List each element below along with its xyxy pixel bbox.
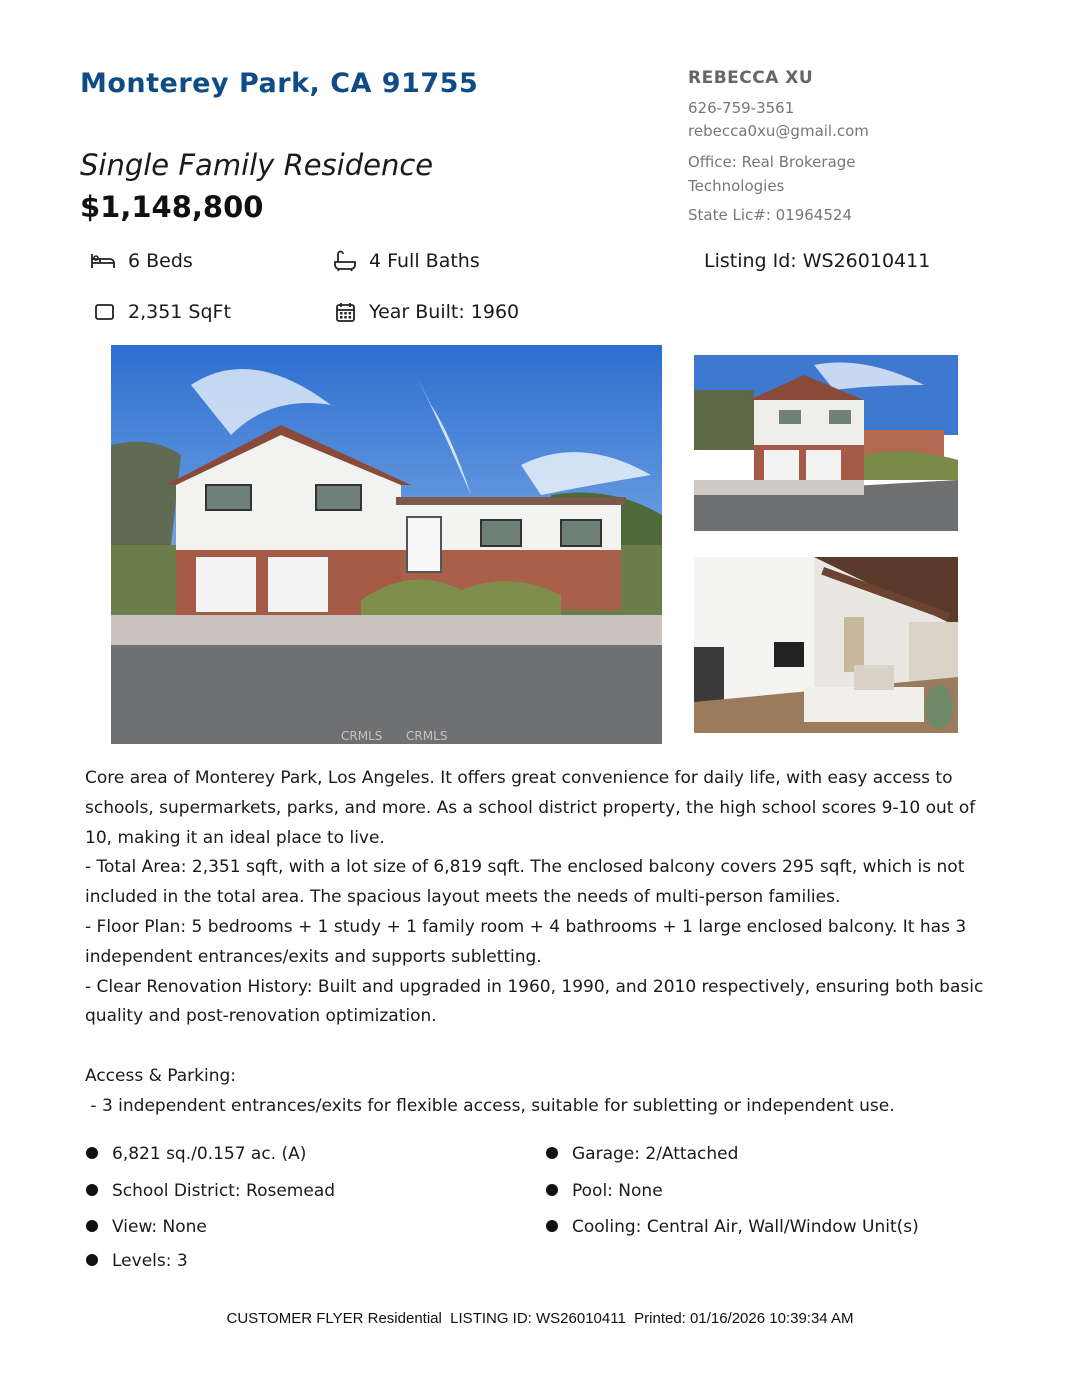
feature-garage: Garage: 2/Attached <box>546 1144 738 1164</box>
agent-phone: 626-759-3561 <box>688 99 795 117</box>
listing-price: $1,148,800 <box>80 190 264 224</box>
beds-fact <box>90 250 193 272</box>
watermark-main-2: CRMLS <box>406 729 448 743</box>
agent-name: REBECCA XU <box>688 68 814 88</box>
sqft-fact <box>94 301 231 323</box>
description-renovation: - Clear Renovation History: Built and upgraded in 1960, 1990, and 2010 respectively, ensuring both basic quality and post-renovation optimization. <box>85 976 984 1027</box>
description-floor-plan: - Floor Plan: 5 bedrooms + 1 study + 1 family room + 4 bathrooms + 1 large enclosed balcony. It has 3 independent entrances/exits and supports subletting. <box>85 916 967 967</box>
bed-icon <box>90 251 116 271</box>
access-parking-heading: Access & Parking: <box>85 1065 237 1086</box>
square-icon <box>94 302 116 322</box>
feature-cooling: Cooling: Central Air, Wall/Window Unit(s) <box>546 1217 919 1237</box>
feature-pool: Pool: None <box>546 1181 663 1201</box>
agent-email: rebecca0xu@gmail.com <box>688 122 869 140</box>
feature-view: View: None <box>86 1217 207 1237</box>
agent-license: State Lic#: 01964524 <box>688 206 852 224</box>
property-type: Single Family Residence <box>80 148 434 182</box>
description-total-area: - Total Area: 2,351 sqft, with a lot size of 6,819 sqft. The enclosed balcony covers 295 sqft, which is not included in the total area. The spacious layout meets the needs of multi-person families. <box>85 857 965 908</box>
year-built-fact <box>335 301 519 323</box>
sqft-label: 2,351 SqFt <box>128 301 231 323</box>
interior-thumbnail-photo <box>694 557 958 733</box>
year-built-label: Year Built: 1960 <box>369 301 520 323</box>
property-location-title: Monterey Park, CA 91755 <box>80 68 479 99</box>
baths-label: 4 Full Baths <box>369 250 480 272</box>
baths-fact <box>333 250 480 272</box>
watermark-main-1: CRMLS <box>341 729 383 743</box>
property-description <box>85 764 985 1122</box>
description-intro: Core area of Monterey Park, Los Angeles. It offers great convenience for daily life, with easy access to schools, supermarkets, parks, and more. As a school district property, the high school scores 9-10 out of 10, making it an ideal place to live. <box>85 768 976 848</box>
main-house-photo <box>111 345 662 744</box>
bathtub-icon <box>333 250 357 272</box>
beds-label: 6 Beds <box>128 250 193 272</box>
agent-office: Office: Real Brokerage Technologies <box>688 153 856 195</box>
exterior-thumbnail-photo <box>694 355 958 531</box>
calendar-icon <box>335 301 357 323</box>
flyer-footer: CUSTOMER FLYER Residential LISTING ID: WS26010411 Printed: 01/16/2026 10:39:34 AM <box>226 1310 854 1327</box>
access-parking-detail: - 3 independent entrances/exits for flexible access, suitable for subletting or independent use. <box>85 1095 895 1116</box>
listing-id: Listing Id: WS26010411 <box>704 250 931 272</box>
feature-levels: Levels: 3 <box>86 1251 188 1271</box>
feature-lot-size: 6,821 sq./0.157 ac. (A) <box>86 1144 306 1164</box>
feature-school-district: School District: Rosemead <box>86 1181 335 1201</box>
